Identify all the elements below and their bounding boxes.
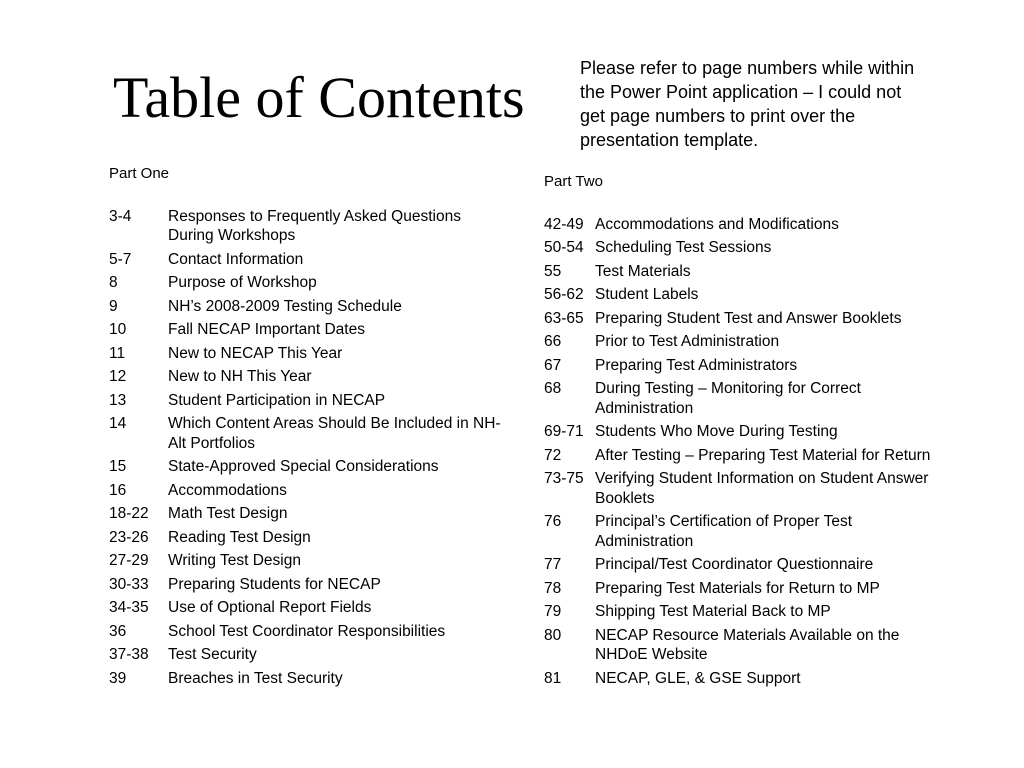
toc-entry-pages: 9 [109, 297, 118, 315]
toc-entry-pages: 73-75 [544, 470, 584, 487]
toc-entry-pages: 36 [109, 622, 127, 640]
toc-entry-title: New to NH This Year [168, 368, 312, 385]
toc-entry-title: New to NECAP This Year [168, 344, 343, 362]
toc-entry-pages: 50-54 [544, 239, 584, 256]
toc-entry [109, 367, 509, 387]
toc-entry-pages: 39 [109, 669, 127, 687]
toc-entry-pages: 63-65 [544, 309, 584, 327]
toc-entry-title: Student Labels [595, 286, 699, 303]
toc-entry-pages: 3-4 [109, 207, 132, 225]
toc-entry-pages: 34-35 [109, 599, 149, 616]
toc-entry [109, 207, 509, 246]
toc-entry-title: Writing Test Design [168, 552, 301, 569]
toc-entry-pages: 68 [544, 380, 562, 397]
toc-entry [544, 422, 944, 442]
part-two-heading: Part Two [544, 173, 603, 190]
toc-entry [109, 598, 509, 618]
toc-entry [109, 504, 509, 524]
toc-entry-title: Test Materials [595, 262, 691, 280]
toc-entry-title: Fall NECAP Important Dates [168, 321, 365, 338]
toc-entry-pages: 76 [544, 513, 562, 530]
toc-entry-title: During Testing – Monitoring for Correct Administration [595, 380, 861, 417]
toc-entry-title: Responses to Frequently Asked Questions During Workshops [168, 207, 461, 244]
toc-entry-title: Preparing Test Materials for Return to MP [595, 579, 880, 597]
toc-entry-pages: 56-62 [544, 286, 584, 303]
part-one-heading: Part One [109, 165, 170, 182]
toc-entry-pages: 12 [109, 368, 127, 385]
toc-entry-title: NECAP, GLE, & GSE Support [595, 669, 801, 687]
toc-entry-title: Preparing Test Administrators [595, 356, 798, 374]
toc-entry-pages: 78 [544, 579, 562, 597]
toc-entry [544, 379, 944, 418]
toc-entry [544, 579, 944, 599]
toc-entry [109, 297, 509, 317]
toc-entry-title: Math Test Design [168, 505, 288, 522]
toc-entry [109, 481, 509, 501]
toc-entry-pages: 27-29 [109, 552, 149, 569]
toc-entry-title: Accommodations [168, 481, 287, 499]
toc-entry [544, 626, 944, 665]
toc-entry [544, 512, 944, 551]
toc-entry-title: Preparing Students for NECAP [168, 575, 381, 593]
toc-entry-pages: 79 [544, 603, 562, 620]
toc-entry-pages: 23-26 [109, 528, 149, 546]
toc-entry [544, 332, 944, 352]
toc-entry-title: Principal’s Certification of Proper Test Administration [595, 513, 853, 550]
toc-entry-pages: 67 [544, 356, 562, 374]
toc-entry [109, 344, 509, 364]
toc-entry [544, 602, 944, 622]
toc-part-one [109, 164, 509, 692]
toc-entry-title: Purpose of Workshop [168, 274, 317, 291]
toc-entry [544, 238, 944, 258]
toc-entry [544, 446, 944, 466]
toc-entry-pages: 80 [544, 626, 562, 644]
toc-entry [544, 469, 944, 508]
toc-entry [109, 320, 509, 340]
toc-entry-pages: 37-38 [109, 646, 149, 663]
toc-entry-pages: 5-7 [109, 250, 132, 268]
toc-entry [109, 250, 509, 270]
toc-entry-title: Breaches in Test Security [168, 669, 343, 687]
toc-entry-title: Reading Test Design [168, 528, 311, 546]
toc-entry-pages: 13 [109, 391, 127, 409]
toc-entry [544, 262, 944, 282]
toc-entry-title: Student Participation in NECAP [168, 391, 386, 409]
toc-entry-pages: 42-49 [544, 215, 584, 233]
toc-entry-pages: 72 [544, 446, 562, 464]
toc-entry [109, 528, 509, 548]
toc-entry-title: Accommodations and Modifications [595, 215, 839, 233]
toc-entry [109, 575, 509, 595]
toc-entry-title: Scheduling Test Sessions [595, 239, 772, 256]
toc-entry-title: State-Approved Special Considerations [168, 458, 439, 475]
toc-entry [109, 551, 509, 571]
toc-entry-title: Use of Optional Report Fields [168, 599, 372, 616]
toc-entry-pages: 30-33 [109, 575, 149, 593]
toc-entry [109, 669, 509, 689]
toc-entry-title: Prior to Test Administration [595, 333, 780, 350]
toc-entry-pages: 18-22 [109, 505, 149, 522]
toc-entry-title: Test Security [168, 646, 257, 663]
toc-entry-title: NECAP Resource Materials Available on the NHDoE Website [595, 626, 900, 663]
toc-entry-title: Students Who Move During Testing [595, 423, 838, 440]
toc-entry-title: Shipping Test Material Back to MP [595, 603, 831, 620]
toc-entry-pages: 77 [544, 556, 562, 573]
toc-entry [544, 309, 944, 329]
toc-entry-pages: 69-71 [544, 423, 584, 440]
toc-entry-title: Principal/Test Coordinator Questionnaire [595, 556, 874, 573]
toc-entry-pages: 66 [544, 333, 562, 350]
toc-entry [109, 414, 509, 453]
toc-entry [109, 645, 509, 665]
toc-entry-title: School Test Coordinator Responsibilities [168, 622, 446, 640]
toc-entry [544, 285, 944, 305]
toc-entry [544, 356, 944, 376]
toc-entry [109, 391, 509, 411]
toc-entry-pages: 16 [109, 481, 127, 499]
toc-entry-title: Contact Information [168, 250, 304, 268]
toc-entry [109, 457, 509, 477]
toc-entry-title: NH’s 2008-2009 Testing Schedule [168, 297, 402, 315]
toc-entry-title: Verifying Student Information on Student Answer Booklets [595, 470, 929, 507]
toc-entry-title: Preparing Student Test and Answer Booklets [595, 309, 902, 327]
page-number-note: Please refer to page numbers while within the Power Point application – I could not get page numbers to print over the presentation template. [580, 58, 915, 150]
toc-entry-pages: 15 [109, 458, 127, 475]
toc-entry-pages: 55 [544, 262, 562, 280]
toc-entry-pages: 8 [109, 274, 118, 291]
toc-entry-pages: 81 [544, 669, 562, 687]
toc-entry-title: Which Content Areas Should Be Included in NH-Alt Portfolios [168, 415, 501, 452]
toc-entry [544, 669, 944, 689]
toc-entry-pages: 10 [109, 321, 127, 338]
toc-entry-pages: 14 [109, 415, 127, 432]
toc-entry [544, 555, 944, 575]
toc-entry-pages: 11 [109, 344, 126, 362]
slide-title: Table of Contents [113, 65, 525, 130]
toc-entry [544, 215, 944, 235]
toc-entry-title: After Testing – Preparing Test Material for Return [595, 446, 931, 464]
toc-part-two [544, 172, 944, 692]
toc-entry [109, 273, 509, 293]
toc-entry [109, 622, 509, 642]
